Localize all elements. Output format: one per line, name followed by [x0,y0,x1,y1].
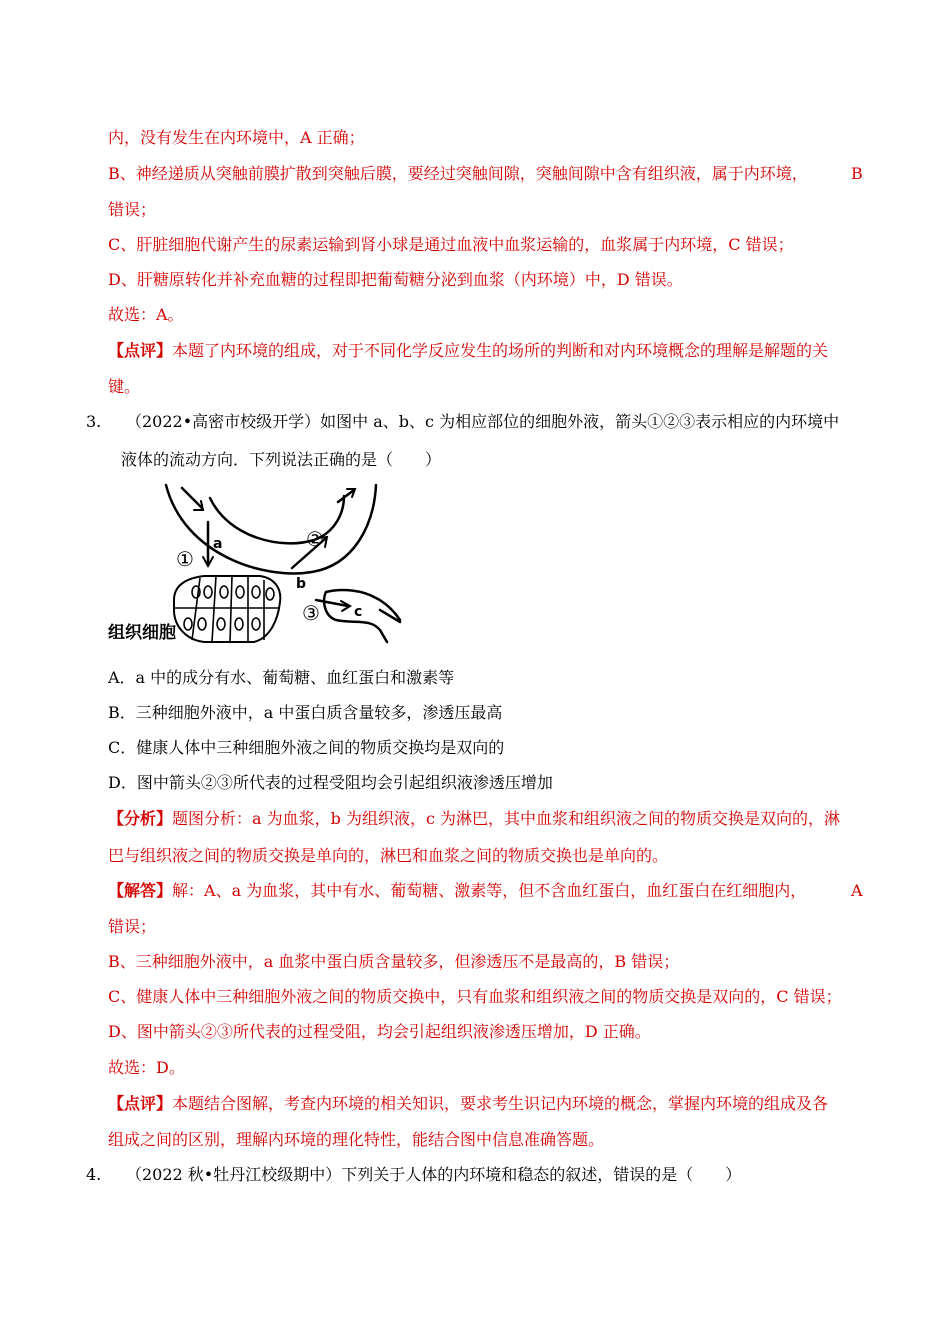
q3-analysis-line-2: 巴与组织液之间的物质交换是单向的，淋巴和血浆之间的物质交换也是单向的。 [108,846,669,865]
arrow-2-label: ② [306,527,324,551]
q2-comment-text-1: 本题了内环境的组成，对于不同化学反应发生的场所的判断和对内环境概念的理解是解题的关 [172,341,829,360]
q2-text-line-2 [108,164,808,184]
q2-text-line-3: 错误； [108,200,157,219]
q2-comment-line-2: 键。 [108,377,141,396]
q2-text-line-5: D、肝糖原转化并补充血糖的过程即把葡萄糖分泌到血浆（内环境）中，D 错误。 [108,270,683,289]
q3-solution-line-1b: A [851,881,863,900]
q3-option-d: D．图中箭头②③所代表的过程受阻均会引起组织液渗透压增加 [108,773,553,792]
q3-number: 3. [86,412,102,431]
q3-comment-line-2: 组成之间的区别，理解内环境的理化特性，能结合图中信息准确答题。 [108,1130,605,1149]
q3-analysis-line-1 [108,809,840,829]
q2-comment-tag: 【点评】 [108,341,173,360]
q3-option-a: A．a 中的成分有水、葡萄糖、血红蛋白和激素等 [108,668,455,687]
q3-stem-line-2: 液体的流动方向．下列说法正确的是（ ） [121,450,442,469]
q2-answer: 故选：A。 [108,305,184,324]
q3-solution-line-5: D、图中箭头②③所代表的过程受阻，均会引起组织液渗透压增加，D 正确。 [108,1022,651,1041]
q2-text-line-2a: B、神经递质从突触前膜扩散到突触后膜，要经过突触间隙，突触间隙中含有组织液，属于内环境， [108,164,808,183]
q3-solution-line-2: 错误； [108,917,157,936]
q3-solution-line-4: C、健康人体中三种细胞外液之间的物质交换中，只有血浆和组织液之间的物质交换是双向的，C 错误； [108,987,842,1006]
label-c: c [354,604,363,620]
q4-number: 4. [86,1165,102,1184]
q2-text-line-2b: B [851,164,863,183]
label-b: b [296,576,307,592]
arrow-1-label: ① [176,547,194,571]
q3-comment-line-1 [108,1094,828,1114]
q3-analysis-tag: 【分析】 [108,809,173,828]
label-a: a [213,536,223,552]
q3-solution-text-1: 解：A、a 为血浆，其中有水、葡萄糖、激素等，但不含血红蛋白，血红蛋白在红细胞内， [172,881,807,900]
q3-option-c: C．健康人体中三种细胞外液之间的物质交换均是双向的 [108,738,505,757]
q3-figure [104,480,414,650]
arrow-3-label: ③ [302,601,320,625]
q3-solution-tag: 【解答】 [108,881,173,900]
q3-comment-tag: 【点评】 [108,1094,173,1113]
q3-solution-line-3: B、三种细胞外液中，a 血浆中蛋白质含量较多，但渗透压不是最高的，B 错误； [108,952,680,971]
q3-option-b: B．三种细胞外液中，a 中蛋白质含量较多，渗透压最高 [108,703,503,722]
tissue-cell-caption: 组织细胞 [108,623,176,643]
q3-stem-line-1: （2022•高密市校级开学）如图中 a、b、c 为相应部位的细胞外液，箭头①②③表示相应的内环境中 [126,412,840,431]
q3-analysis-text-1: 题图分析：a 为血浆，b 为组织液，c 为淋巴，其中血浆和组织液之间的物质交换是双向的，淋 [172,809,841,828]
q3-comment-text-1: 本题结合图解，考查内环境的相关知识，要求考生识记内环境的概念，掌握内环境的组成及各 [172,1094,829,1113]
q2-text-line-4: C、肝脏细胞代谢产生的尿素运输到肾小球是通过血液中血浆运输的，血浆属于内环境，C 错误； [108,235,794,254]
q4-stem: （2022 秋•牡丹江校级期中）下列关于人体的内环境和稳态的叙述，错误的是（ ） [126,1165,742,1184]
q2-comment-line-1 [108,341,828,361]
q3-answer: 故选：D。 [108,1058,185,1077]
q2-text-line-1: 内，没有发生在内环境中，A 正确； [108,128,365,147]
q3-solution-line-1 [108,881,806,901]
